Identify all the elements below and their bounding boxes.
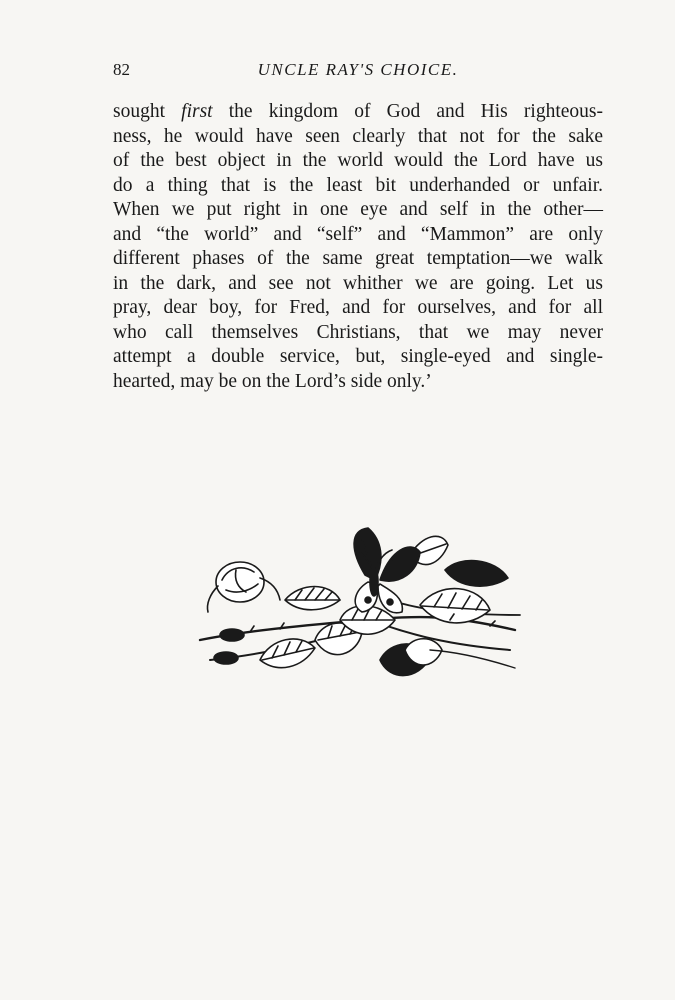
text-line: sought first the kingdom of God and His righteous-	[113, 101, 603, 122]
text-line: When we put right in one eye and self in the other—	[113, 199, 603, 220]
text-line: who call themselves Christians, that we may never	[113, 321, 603, 343]
text-line: different phases of the same great temptation—we walk	[113, 248, 603, 269]
emphasized-word: first	[181, 101, 213, 122]
page-number: 82	[113, 60, 130, 79]
running-title: UNCLE RAY'S CHOICE.	[257, 60, 459, 79]
text-line: pray, dear boy, for Fred, and for ourselves, and for all	[113, 297, 603, 318]
body-paragraph	[113, 100, 603, 394]
running-head	[113, 60, 603, 84]
text-line: attempt a double service, but, single-eyed and single-	[113, 346, 603, 367]
text-line: hearted, may be on the Lord’s side only.’	[113, 370, 432, 392]
text-line: in the dark, and see not whither we are going. Let us	[113, 272, 603, 294]
butterfly-rose-vignette-icon	[190, 520, 525, 695]
text-line: and “the world” and “self” and “Mammon” are only	[113, 223, 603, 245]
text-line: do a thing that is the least bit underhanded or unfair.	[113, 174, 603, 196]
text-line: ness, he would have seen clearly that not for the sake	[113, 125, 603, 147]
text-line: of the best object in the world would the Lord have us	[113, 150, 603, 171]
